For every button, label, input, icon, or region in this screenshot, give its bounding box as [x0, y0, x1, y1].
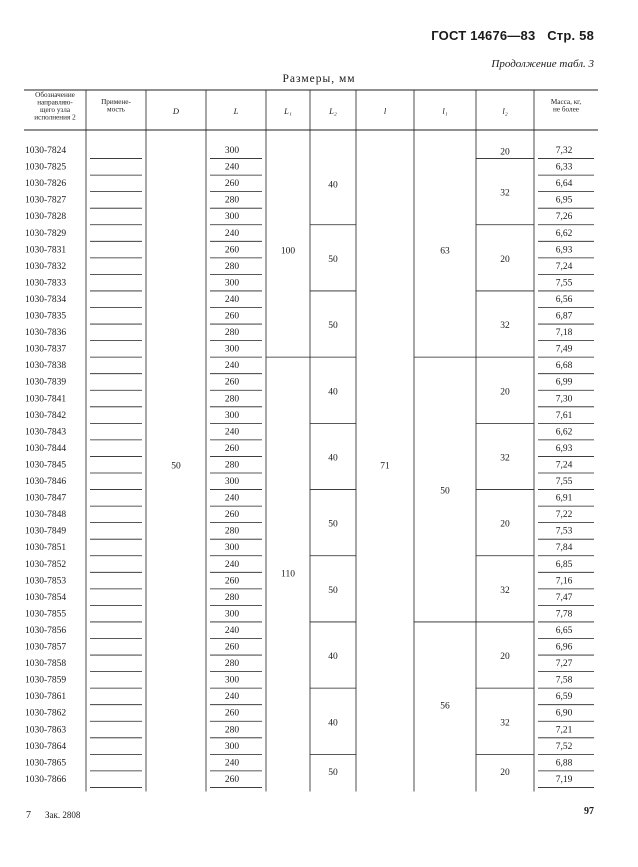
- designation-cell: 1030-7862: [25, 708, 67, 719]
- length-L-cell: 280: [224, 460, 240, 471]
- length-L-cell: 300: [224, 609, 240, 620]
- designation-cell: 1030-7837: [25, 344, 67, 355]
- mass-cell: 7,27: [555, 659, 573, 670]
- designation-cell: 1030-7824: [25, 146, 67, 156]
- column-header: l₂: [502, 106, 508, 116]
- column-header: D: [172, 106, 180, 116]
- length-L-cell: 280: [224, 526, 240, 537]
- length-L-cell: 240: [224, 625, 240, 636]
- designation-cell: 1030-7846: [25, 477, 67, 487]
- footer-order-number: Зак. 2808: [45, 810, 81, 820]
- column-header: L: [233, 106, 239, 116]
- length-L-cell: 260: [224, 576, 240, 587]
- mass-cell: 7,78: [555, 609, 573, 620]
- designation-cell: 1030-7849: [25, 526, 67, 537]
- merged-D-cell: 50: [171, 461, 181, 472]
- column-header-line: Обозначение: [35, 91, 75, 99]
- merged-l-cell: 71: [380, 461, 390, 472]
- mass-cell: 7,21: [555, 725, 573, 736]
- mass-cell: 7,52: [555, 741, 573, 752]
- merged-L1-cell: 110: [281, 569, 295, 580]
- length-L-cell: 260: [224, 179, 240, 190]
- mass-cell: 6,33: [555, 162, 573, 173]
- designation-cell: 1030-7834: [25, 294, 67, 305]
- length-L-cell: 280: [224, 659, 240, 670]
- length-L-cell: 280: [224, 725, 240, 736]
- length-L-cell: 240: [224, 692, 240, 703]
- designation-cell: 1030-7827: [25, 195, 67, 206]
- mass-cell: 6,85: [555, 559, 573, 570]
- mass-cell: 7,16: [555, 576, 573, 587]
- mass-cell: 7,30: [555, 394, 573, 405]
- column-header-line: не более: [553, 105, 579, 114]
- length-L-cell: 280: [224, 394, 240, 405]
- length-L-cell: 240: [224, 294, 240, 305]
- length-L-cell: 240: [224, 559, 240, 570]
- length-L-cell: 240: [224, 427, 240, 438]
- mass-cell: 6,91: [555, 493, 573, 504]
- designation-cell: 1030-7852: [25, 559, 67, 570]
- mass-cell: 6,88: [555, 758, 573, 769]
- merged-l1-cell: 63: [440, 246, 450, 257]
- designation-cell: 1030-7842: [25, 410, 67, 421]
- merged-l2-cell: 20: [500, 254, 510, 265]
- designation-cell: 1030-7843: [25, 427, 67, 438]
- designation-cell: 1030-7832: [25, 261, 67, 272]
- mass-cell: 7,18: [555, 328, 573, 339]
- length-L-cell: 300: [224, 146, 240, 156]
- merged-l2-cell: 32: [500, 453, 510, 464]
- designation-cell: 1030-7865: [25, 758, 67, 769]
- mass-cell: 6,62: [555, 228, 573, 239]
- column-header-line: щего узла: [39, 106, 71, 114]
- mass-cell: 7,61: [555, 410, 573, 421]
- merged-L2-cell: 50: [328, 254, 338, 265]
- mass-cell: 7,26: [555, 212, 573, 223]
- length-L-cell: 260: [224, 774, 240, 785]
- merged-l1-cell: 50: [440, 486, 450, 497]
- mass-cell: 7,53: [555, 526, 573, 537]
- mass-cell: 7,49: [555, 344, 573, 355]
- merged-l2-cell: 20: [500, 387, 510, 398]
- mass-cell: 6,93: [555, 245, 573, 256]
- designation-cell: 1030-7863: [25, 725, 67, 736]
- merged-L2-cell: 50: [328, 321, 338, 332]
- merged-L2-cell: 50: [328, 585, 338, 596]
- designation-cell: 1030-7825: [25, 162, 67, 173]
- column-header: L₁: [284, 106, 292, 116]
- merged-l2-cell: 32: [500, 321, 510, 332]
- column-header: l: [383, 106, 387, 116]
- length-L-cell: 300: [224, 675, 240, 686]
- length-L-cell: 300: [224, 410, 240, 421]
- merged-l2-cell: 20: [500, 652, 510, 663]
- designation-cell: 1030-7854: [25, 592, 67, 603]
- mass-cell: 6,87: [555, 311, 573, 322]
- designation-cell: 1030-7835: [25, 311, 67, 322]
- designation-cell: 1030-7848: [25, 510, 67, 521]
- length-L-cell: 280: [224, 195, 240, 206]
- length-L-cell: 240: [224, 758, 240, 769]
- length-L-cell: 240: [224, 162, 240, 173]
- standard-number: ГОСТ 14676—83: [431, 28, 536, 43]
- column-header: L₂: [329, 106, 337, 116]
- length-L-cell: 240: [224, 493, 240, 504]
- designation-cell: 1030-7836: [25, 328, 67, 339]
- mass-cell: 6,56: [555, 294, 573, 305]
- length-L-cell: 260: [224, 377, 240, 388]
- designation-cell: 1030-7841: [25, 394, 67, 405]
- designation-cell: 1030-7857: [25, 642, 67, 653]
- designation-cell: 1030-7853: [25, 576, 67, 587]
- merged-L2-cell: 40: [328, 652, 338, 663]
- length-L-cell: 300: [224, 543, 240, 554]
- footer-left: [26, 810, 80, 821]
- designation-cell: 1030-7831: [25, 245, 67, 256]
- designation-cell: 1030-7826: [25, 179, 67, 190]
- mass-cell: 6,99: [555, 377, 573, 388]
- mass-cell: 6,65: [555, 625, 573, 636]
- mass-cell: 7,24: [555, 460, 573, 471]
- length-L-cell: 300: [224, 477, 240, 487]
- mass-cell: 6,95: [555, 195, 573, 206]
- mass-cell: 6,90: [555, 708, 573, 719]
- merged-l2-cell: 32: [500, 585, 510, 596]
- mass-cell: 7,55: [555, 278, 573, 289]
- designation-cell: 1030-7856: [25, 625, 67, 636]
- designation-cell: 1030-7833: [25, 278, 67, 289]
- merged-L2-cell: 40: [328, 387, 338, 398]
- length-L-cell: 300: [224, 212, 240, 223]
- length-L-cell: 260: [224, 642, 240, 653]
- mass-cell: 7,55: [555, 477, 573, 487]
- length-L-cell: 280: [224, 592, 240, 603]
- designation-cell: 1030-7844: [25, 443, 67, 454]
- mass-cell: 6,59: [555, 692, 573, 703]
- mass-cell: 6,96: [555, 642, 573, 653]
- mass-cell: 6,93: [555, 443, 573, 454]
- mass-cell: 6,62: [555, 427, 573, 438]
- length-L-cell: 240: [224, 228, 240, 239]
- designation-cell: 1030-7847: [25, 493, 67, 504]
- merged-L2-cell: 40: [328, 718, 338, 729]
- column-header-line: мость: [107, 105, 125, 114]
- merged-l2-cell: 20: [500, 519, 510, 530]
- length-L-cell: 300: [224, 344, 240, 355]
- length-L-cell: 260: [224, 311, 240, 322]
- column-header-line: Масса, кг,: [550, 98, 582, 106]
- designation-cell: 1030-7855: [25, 609, 67, 620]
- length-L-cell: 260: [224, 443, 240, 454]
- column-header-line: исполнения 2: [34, 113, 76, 122]
- footer-page-number: 97: [584, 806, 594, 817]
- merged-L2-cell: 40: [328, 453, 338, 464]
- merged-l2-cell: 32: [500, 718, 510, 729]
- merged-L2-cell: 40: [328, 180, 338, 191]
- table-caption: Размеры, мм: [282, 73, 356, 85]
- merged-l2-cell: 32: [500, 188, 510, 199]
- table-continuation-note: Продолжение табл. 3: [491, 58, 594, 70]
- footer-sheet-number: 7: [26, 810, 31, 821]
- designation-cell: 1030-7866: [25, 774, 67, 785]
- merged-L1-cell: 100: [280, 246, 296, 257]
- length-L-cell: 280: [224, 328, 240, 339]
- designation-cell: 1030-7859: [25, 675, 67, 686]
- merged-L2-cell: 50: [328, 767, 338, 778]
- designation-cell: 1030-7851: [25, 543, 67, 554]
- designation-cell: 1030-7861: [25, 692, 67, 703]
- length-L-cell: 300: [224, 278, 240, 289]
- length-L-cell: 240: [224, 361, 240, 372]
- length-L-cell: 260: [224, 510, 240, 521]
- designation-cell: 1030-7829: [25, 228, 67, 239]
- designation-cell: 1030-7845: [25, 460, 67, 471]
- column-header: l₁: [442, 106, 448, 116]
- designation-cell: 1030-7858: [25, 659, 67, 670]
- length-L-cell: 280: [224, 261, 240, 272]
- designation-cell: 1030-7864: [25, 741, 67, 752]
- mass-cell: 7,58: [555, 675, 573, 686]
- mass-cell: 7,47: [555, 592, 573, 603]
- designation-cell: 1030-7828: [25, 212, 67, 223]
- page-number: Стр. 58: [547, 28, 594, 43]
- mass-cell: 7,22: [555, 510, 573, 521]
- merged-l2-cell: 20: [500, 147, 510, 158]
- mass-cell: 6,64: [555, 179, 573, 190]
- mass-cell: 7,24: [555, 261, 573, 272]
- merged-L2-cell: 50: [328, 519, 338, 530]
- designation-cell: 1030-7839: [25, 377, 67, 388]
- merged-l1-cell: 56: [440, 701, 450, 712]
- mass-cell: 6,68: [555, 361, 573, 372]
- length-L-cell: 260: [224, 245, 240, 256]
- mass-cell: 7,32: [555, 146, 573, 156]
- column-header-line: направляю-: [37, 98, 73, 107]
- length-L-cell: 260: [224, 708, 240, 719]
- mass-cell: 7,84: [555, 543, 573, 554]
- merged-l2-cell: 20: [500, 767, 510, 778]
- column-header-line: Примене-: [101, 98, 131, 106]
- designation-cell: 1030-7838: [25, 361, 67, 372]
- mass-cell: 7,19: [555, 774, 573, 785]
- length-L-cell: 300: [224, 741, 240, 752]
